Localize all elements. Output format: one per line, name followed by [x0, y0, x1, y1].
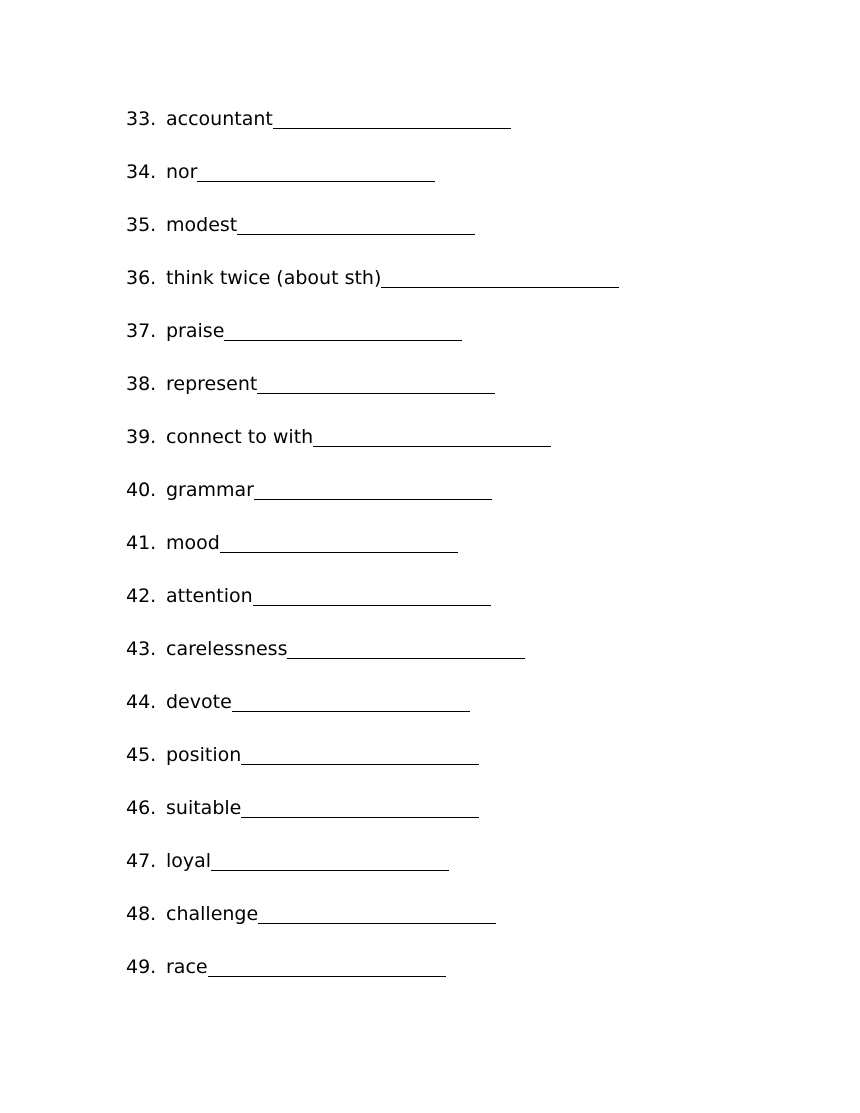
item-number: 43.: [126, 638, 157, 660]
item-word: nor: [166, 161, 198, 183]
list-item: [126, 793, 619, 846]
item-word: connect to with: [166, 426, 314, 448]
item-number: 34.: [126, 161, 157, 183]
item-word: devote: [166, 691, 232, 713]
item-word: accountant: [166, 108, 273, 130]
list-item: [126, 740, 619, 793]
item-number: 36.: [126, 267, 157, 289]
list-item: [126, 952, 619, 1005]
item-word: challenge: [166, 903, 259, 925]
answer-blank[interactable]: [208, 975, 446, 977]
item-number: 40.: [126, 479, 157, 501]
answer-blank[interactable]: [241, 816, 479, 818]
list-item: [126, 634, 619, 687]
answer-blank[interactable]: [224, 339, 462, 341]
list-item: [126, 528, 619, 581]
item-number: 41.: [126, 532, 157, 554]
item-number: 33.: [126, 108, 157, 130]
answer-blank[interactable]: [241, 763, 479, 765]
item-word: loyal: [166, 850, 212, 872]
item-word: carelessness: [166, 638, 288, 660]
item-word: race: [166, 956, 208, 978]
list-item: [126, 157, 619, 210]
answer-blank[interactable]: [258, 922, 496, 924]
item-word: grammar: [166, 479, 254, 501]
item-number: 45.: [126, 744, 157, 766]
item-number: 46.: [126, 797, 157, 819]
list-item: [126, 581, 619, 634]
answer-blank[interactable]: [287, 657, 525, 659]
list-item: [126, 422, 619, 475]
answer-blank[interactable]: [197, 180, 435, 182]
item-word: modest: [166, 214, 238, 236]
item-number: 42.: [126, 585, 157, 607]
item-number: 37.: [126, 320, 157, 342]
answer-blank[interactable]: [220, 551, 458, 553]
item-word: attention: [166, 585, 253, 607]
answer-blank[interactable]: [254, 498, 492, 500]
item-number: 39.: [126, 426, 157, 448]
item-word: praise: [166, 320, 225, 342]
item-number: 44.: [126, 691, 157, 713]
answer-blank[interactable]: [313, 445, 551, 447]
item-number: 38.: [126, 373, 157, 395]
list-item: [126, 846, 619, 899]
list-item: [126, 104, 619, 157]
list-item: [126, 475, 619, 528]
item-word: think twice (about sth): [166, 267, 382, 289]
answer-blank[interactable]: [381, 286, 619, 288]
item-word: position: [166, 744, 242, 766]
answer-blank[interactable]: [237, 233, 475, 235]
item-number: 35.: [126, 214, 157, 236]
item-number: 47.: [126, 850, 157, 872]
item-word: suitable: [166, 797, 242, 819]
answer-blank[interactable]: [257, 392, 495, 394]
list-item: [126, 210, 619, 263]
item-word: mood: [166, 532, 220, 554]
list-item: [126, 899, 619, 952]
item-word: represent: [166, 373, 258, 395]
list-item: [126, 369, 619, 422]
vocabulary-list: [126, 104, 619, 1005]
list-item: [126, 316, 619, 369]
item-number: 49.: [126, 956, 157, 978]
list-item: [126, 263, 619, 316]
answer-blank[interactable]: [273, 127, 511, 129]
answer-blank[interactable]: [253, 604, 491, 606]
item-number: 48.: [126, 903, 157, 925]
list-item: [126, 687, 619, 740]
answer-blank[interactable]: [211, 869, 449, 871]
answer-blank[interactable]: [232, 710, 470, 712]
